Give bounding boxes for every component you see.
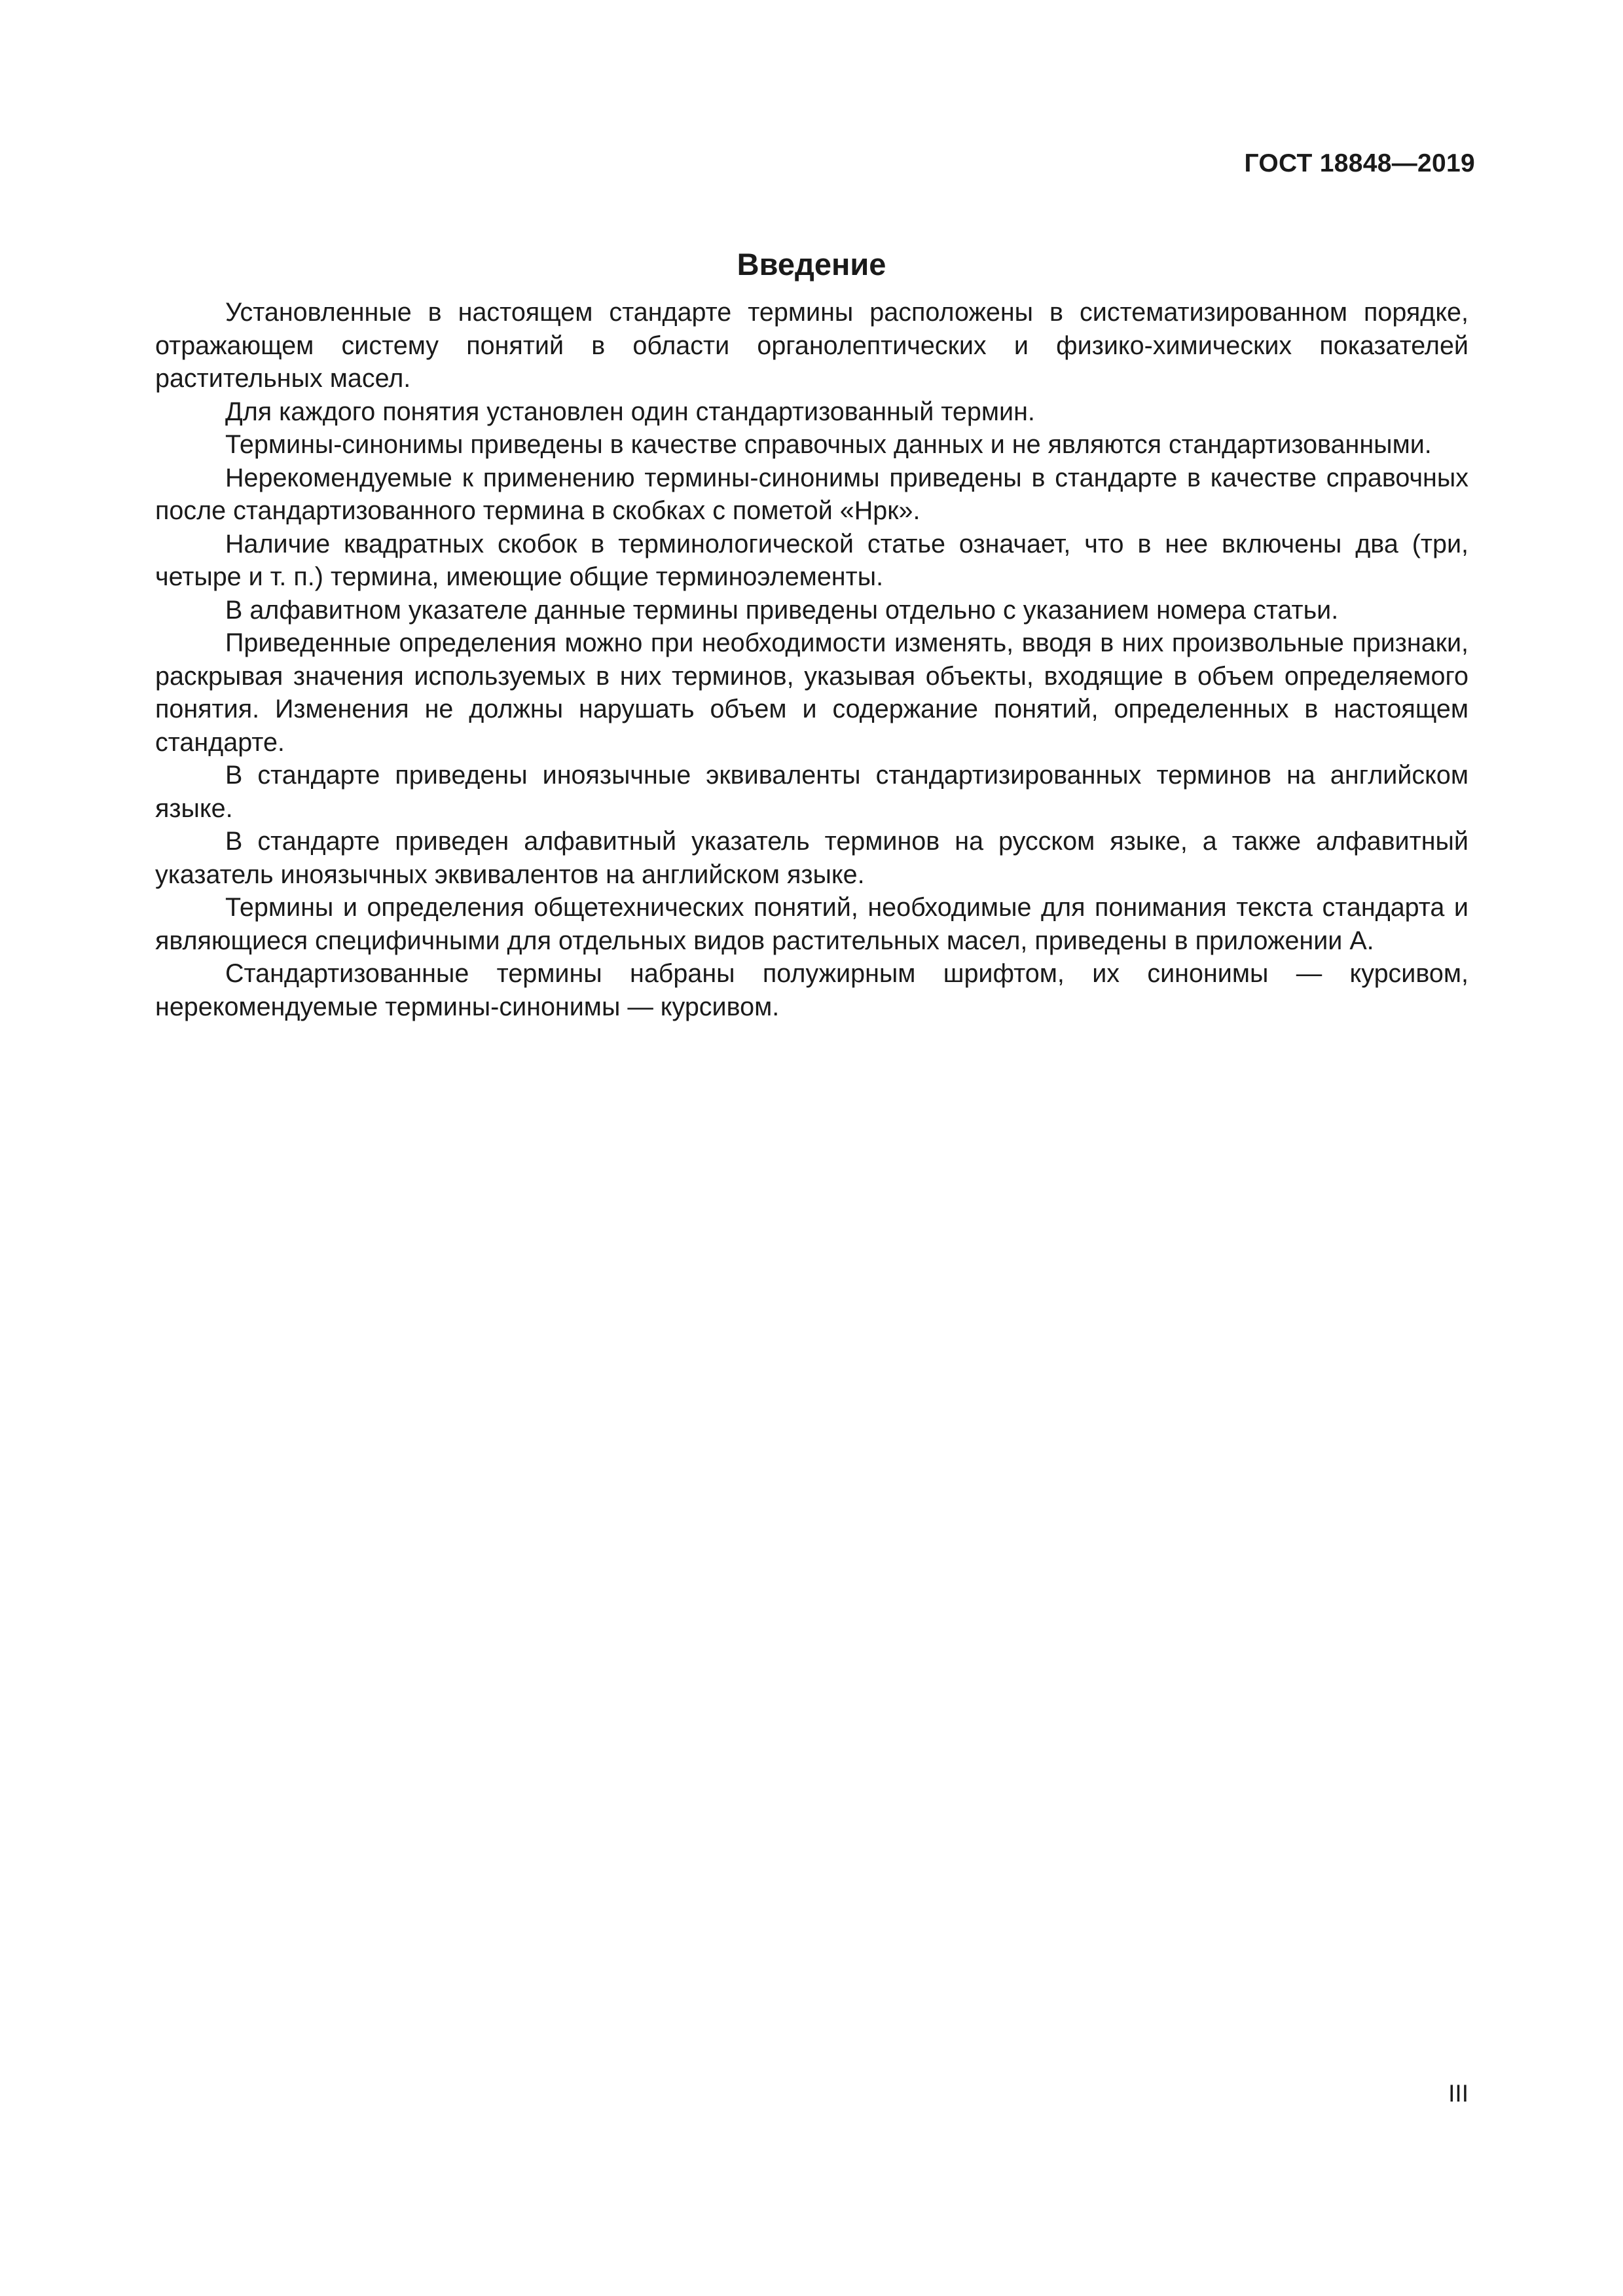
paragraph: Установленные в настоящем стандарте термины расположены в систематизированном порядке, отражающем систему понятий в области органолептических и физико-химических показателей растительных масел. [155,298,1468,393]
paragraph: Наличие квадратных скобок в терминологической статье означает, что в нее включены два (три, четыре и т. п.) термина, имеющие общие терминоэлементы. [155,529,1468,591]
paragraph: Приведенные определения можно при необходимости изменять, вводя в них произвольные признаки, раскрывая значения используемых в них терминов, указывая объекты, входящие в объем определяемого понятия. Изменения не должны нарушать объем и содержание понятий, определенных в настоящем стандарте. [155,629,1468,757]
paragraph: В стандарте приведен алфавитный указатель терминов на русском языке, а также алфавитный указатель иноязычных эквивалентов на английском языке. [155,827,1468,889]
document-header-id: ГОСТ 18848—2019 [1244,149,1475,177]
page-number: III [1448,2080,1468,2107]
paragraph: Для каждого понятия установлен один стандартизованный термин. [225,397,1035,426]
paragraph: Термины и определения общетехнических понятий, необходимые для понимания текста стандарта и являющиеся специфичными для отдельных видов растительных масел, приведены в приложении А. [155,893,1468,955]
paragraph: Нерекомендуемые к применению термины-синонимы приведены в стандарте в качестве справочных после стандартизованного термина в скобках с пометой «Нрк». [155,463,1468,525]
paragraph: В стандарте приведены иноязычные эквиваленты стандартизированных терминов на английском языке. [155,761,1468,823]
paragraph: В алфавитном указателе данные термины приведены отдельно с указанием номера статьи. [225,595,1339,625]
section-title: Введение [737,247,886,282]
paragraph: Стандартизованные термины набраны полужирным шрифтом, их синонимы — курсивом, нерекомендуемые термины-синонимы — курсивом. [155,959,1468,1021]
paragraph: Термины-синонимы приведены в качестве справочных данных и не являются стандартизованными. [225,430,1432,459]
body-text [155,296,1468,1023]
